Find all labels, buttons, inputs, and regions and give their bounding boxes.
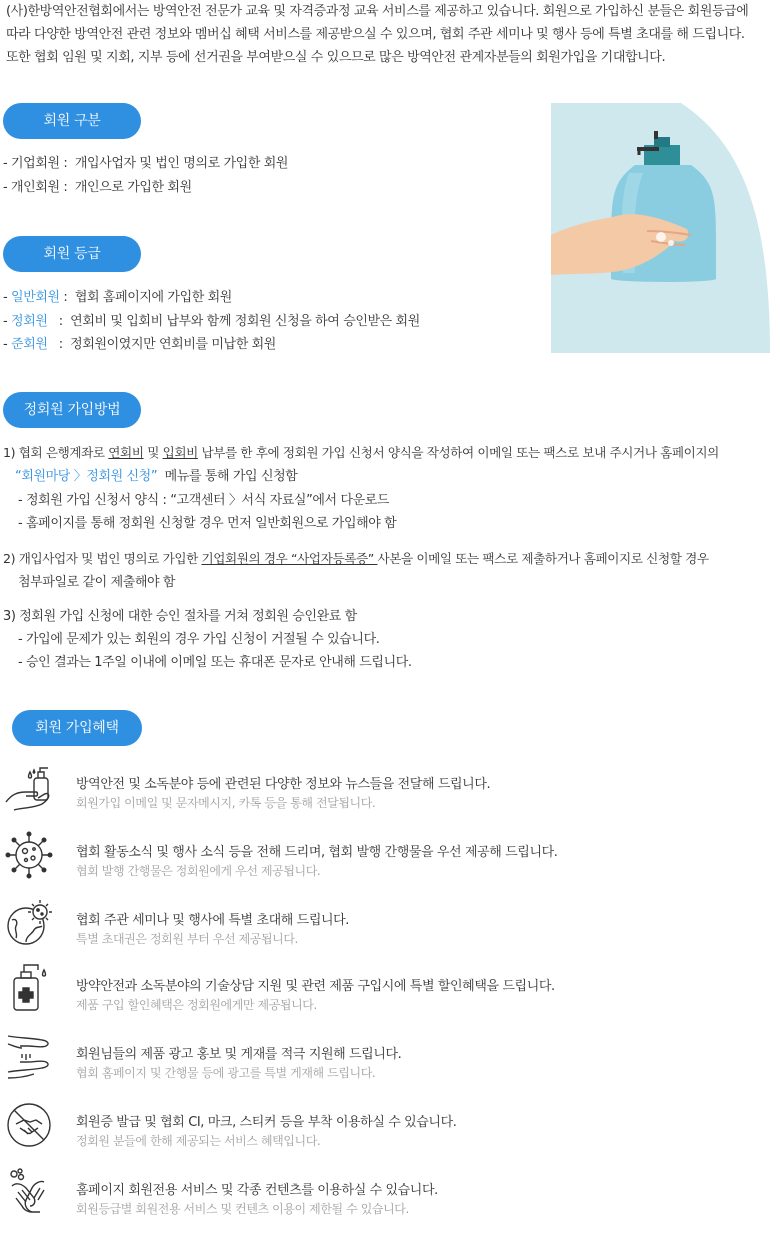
division-heading: 회원 구분: [3, 103, 141, 139]
benefit-sub: 제품 구입 할인혜택은 정회원에게만 제공됩니다.: [76, 998, 317, 1012]
division-label: - 개인회원 :: [3, 180, 68, 195]
step-underline: 기업회원의 경우 “사업자등록증”: [201, 551, 378, 566]
step-text: 및: [143, 445, 163, 460]
benefits-heading: 회원 가입혜택: [12, 710, 142, 746]
join-step3: 3) 정회원 가입 신청에 대한 승인 절차를 거쳐 정회원 승인완료 함: [3, 609, 357, 624]
benefit-title: 협회 활동소식 및 행사 소식 등을 전해 드리며, 협회 발행 간행물을 우선 제공해 드립니다.: [76, 845, 558, 860]
step-text: 1) 협회 은행계좌로: [3, 445, 109, 460]
benefit-title: 홈페이지 회원전용 서비스 및 각종 컨텐츠를 이용하실 수 있습니다.: [76, 1183, 438, 1198]
hand-sanitizer-icon: [4, 764, 54, 814]
join-step3-sub: - 가입에 문제가 있는 회원의 경우 가입 신청이 거절될 수 있습니다.: [18, 632, 380, 647]
step-text: 2) 개입사업자 및 법인 명의로 가입한: [3, 551, 202, 566]
division-desc: 개입사업자 및 법인 명의로 가입한 회원: [74, 156, 289, 171]
grade-item: [3, 310, 420, 329]
grade-item: [3, 286, 232, 305]
intro-line: 또한 협회 임원 및 지회, 지부 등에 선거권을 부여받으실 수 있으므로 많은 방역안전 관계자분들의 회원가입을 기대합니다.: [6, 50, 666, 65]
grade-colon: :: [47, 314, 63, 329]
disinfectant-bottle-icon: [4, 962, 54, 1012]
step-text: 메뉴를 통해 가입 신청함: [157, 469, 298, 484]
intro-line: (사)한방역안전협회에서는 방역안전 전문가 교육 및 자격증과정 교육 서비스를 제공하고 있습니다. 회원으로 가입하신 분들은 회원등급에: [6, 4, 749, 19]
benefit-sub: 회원가입 이메일 및 문자메시지, 카톡 등을 통해 전달됩니다.: [76, 796, 376, 810]
benefit-title: 방역안전 및 소독분야 등에 관련된 다양한 정보와 뉴스들을 전달해 드립니다.: [76, 777, 491, 792]
division-label: - 기업회원 :: [3, 156, 68, 171]
join-step2-cont: 첨부파일로 같이 제출해야 함: [18, 575, 176, 590]
grade-desc: 협회 홈페이지에 가입한 회원: [74, 290, 232, 305]
division-desc: 개인으로 가입한 회원: [74, 180, 192, 195]
grade-name: 정회원: [11, 314, 48, 329]
benefit-sub: 특별 초대권은 정회원 부터 우선 제공됩니다.: [76, 932, 298, 946]
virus-icon: [4, 830, 54, 880]
benefit-sub: 협회 홈페이지 및 간행물 등에 광고를 특별 게재해 드립니다.: [76, 1066, 376, 1080]
grade-name: 준회원: [11, 337, 48, 352]
join-step1-sub: - 정회원 가입 신청서 양식 : “고객센터 〉서식 자료실”에서 다운로드: [18, 493, 390, 508]
step-underline: 연회비: [108, 445, 144, 460]
benefit-title: 협회 주관 세미나 및 행사에 특별 초대해 드립니다.: [76, 913, 350, 928]
benefit-title: 회원님들의 제품 광고 홍보 및 게재를 적극 지원해 드립니다.: [76, 1047, 402, 1062]
benefit-sub: 회원등급별 회원전용 서비스 및 컨텐츠 이용이 제한될 수 있습니다.: [76, 1202, 409, 1216]
grade-colon: :: [59, 290, 68, 305]
step-underline: 입회비: [162, 445, 198, 460]
grade-dash: -: [3, 290, 12, 305]
grade-desc: 연회비 및 입회비 납부와 함께 정회원 신청을 하여 승인받은 회원: [70, 314, 420, 329]
join-step1: [3, 442, 719, 461]
step-text: 납부를 한 후에 정회원 가입 신청서 양식을 작성하여 이메일 또는 팩스로 보내 주시거나 홈페이지의: [197, 445, 719, 460]
division-item: [3, 152, 288, 171]
grade-name: 일반회원: [11, 290, 60, 305]
grade-heading: 회원 등급: [3, 236, 141, 272]
benefit-title: 방약안전과 소독분야의 기술상담 지원 및 관련 제품 구입시에 특별 할인혜택을 드립니다.: [76, 979, 555, 994]
join-heading: 정회원 가입방법: [3, 392, 141, 428]
grade-item: [3, 333, 276, 352]
join-step2: [3, 548, 709, 567]
hand-sanitizer-illustration: [551, 103, 770, 353]
benefit-sub: 정회원 분들에 한해 제공되는 서비스 혜택입니다.: [76, 1134, 321, 1148]
globe-virus-icon: [4, 898, 54, 948]
menu-path: “회원마당 〉정회원 신청”: [15, 469, 158, 484]
division-item: [3, 176, 192, 195]
grade-dash: -: [3, 337, 12, 352]
grade-dash: -: [3, 314, 12, 329]
join-step1-sub: - 홈페이지를 통해 정회원 신청할 경우 먼저 일반회원으로 가입해야 함: [18, 516, 397, 531]
join-step3-sub: - 승인 결과는 1주일 이내에 이메일 또는 휴대폰 문자로 안내해 드립니다.: [18, 655, 412, 670]
intro-line: 따라 다양한 방역안전 관련 정보와 멤버십 혜택 서비스를 제공받으실 수 있으며, 협회 주관 세미나 및 행사 등에 특별 초대를 해 드립니다.: [6, 27, 745, 42]
grade-desc: 정회원이였지만 연회비를 미납한 회원: [70, 337, 276, 352]
join-step1-menu: [15, 465, 297, 484]
benefit-sub: 협회 발행 간행물은 정회원에게 우선 제공됩니다.: [76, 864, 321, 878]
grade-colon: :: [47, 337, 63, 352]
benefit-title: 회원증 발급 및 협회 CI, 마크, 스티커 등을 부착 이용하실 수 있습니다.: [76, 1115, 457, 1130]
intro-text: [6, 0, 776, 69]
washing-hands-icon: [4, 1166, 54, 1216]
no-handshake-icon: [4, 1100, 54, 1150]
hand-wash-icon: [4, 1032, 54, 1082]
step-text: 사본을 이메일 또는 팩스로 제출하거나 홈페이지로 신청할 경우: [377, 551, 709, 566]
